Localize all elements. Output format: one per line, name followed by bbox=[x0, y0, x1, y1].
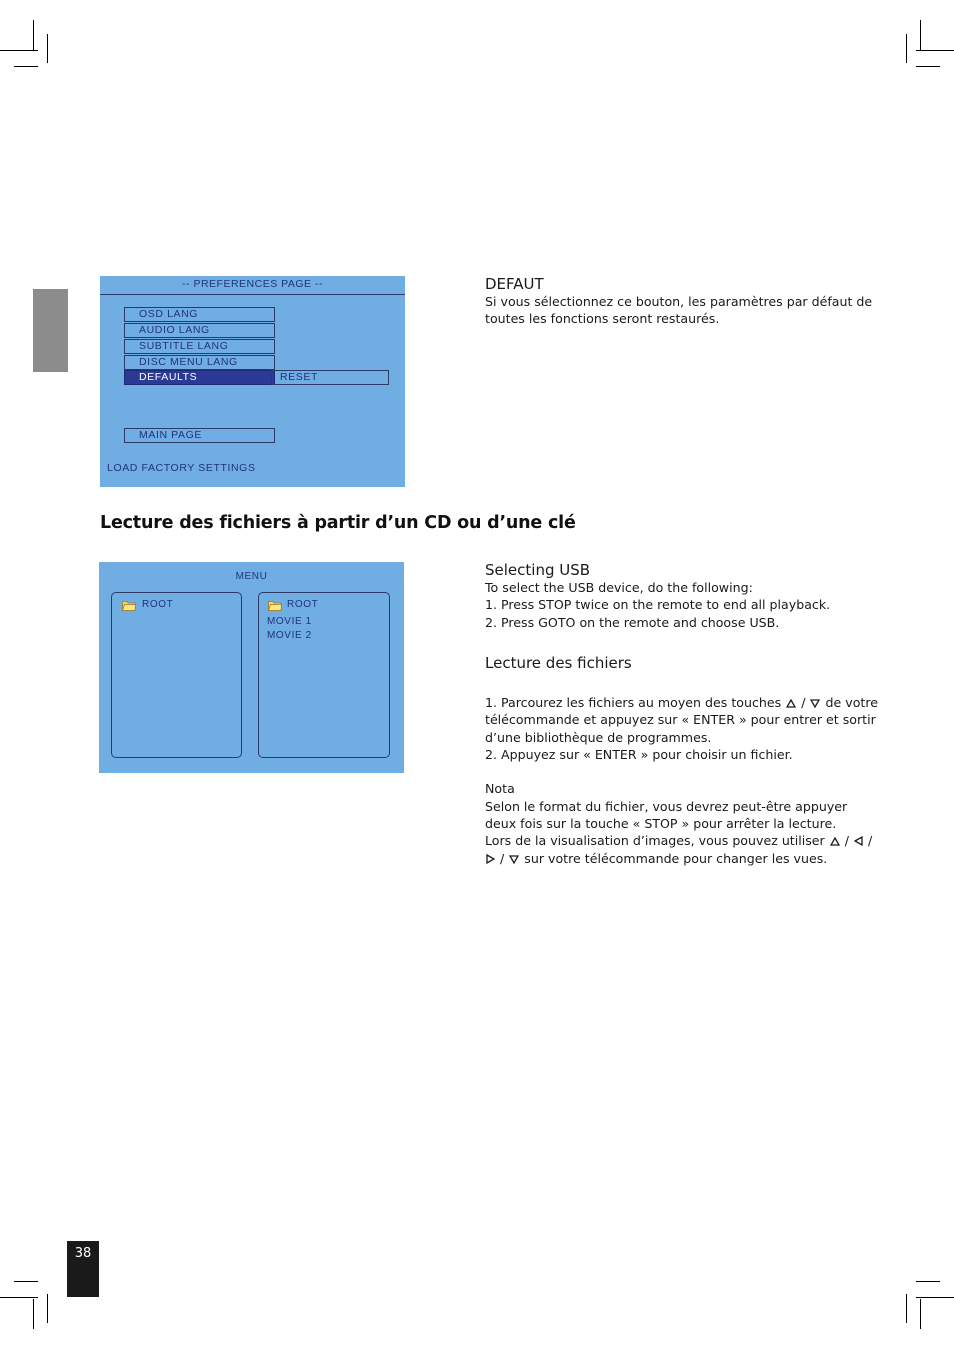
folder-panel-right[interactable] bbox=[258, 592, 390, 758]
nota-line-3 bbox=[485, 832, 905, 849]
usb-line: 1. Press STOP twice on the remote to end all playback. bbox=[485, 597, 831, 613]
nota-heading: Nota bbox=[485, 781, 515, 797]
defaut-line: toutes les fonctions seront restaurés. bbox=[485, 311, 720, 327]
lecture-step1-line bbox=[485, 694, 905, 711]
menu-item-audio-lang[interactable]: AUDIO LANG bbox=[124, 323, 275, 338]
crop-mark bbox=[0, 50, 38, 51]
defaut-line: Si vous sélectionnez ce bouton, les paramètres par défaut de bbox=[485, 294, 873, 309]
defaut-heading: DEFAUT bbox=[485, 275, 544, 293]
crop-mark bbox=[33, 1299, 34, 1329]
usb-line: To select the USB device, do the following: bbox=[485, 580, 753, 595]
menu-item-osd-lang[interactable]: OSD LANG bbox=[124, 307, 275, 322]
nota-line-4 bbox=[485, 850, 905, 867]
crop-mark bbox=[916, 1297, 954, 1298]
step1-text: 1. Parcourez les fichiers au moyen des touches bbox=[485, 695, 782, 710]
preferences-screen bbox=[100, 276, 405, 487]
folder-icon bbox=[268, 600, 282, 611]
language-side-tab bbox=[33, 289, 68, 372]
down-arrow-icon bbox=[810, 699, 820, 708]
menu-item-defaults[interactable]: DEFAULTS bbox=[124, 370, 275, 385]
separator: / bbox=[844, 833, 849, 849]
menu-item-disc-menu-lang[interactable]: DISC MENU LANG bbox=[124, 355, 275, 370]
crop-mark bbox=[920, 20, 921, 50]
crop-mark bbox=[14, 1281, 38, 1282]
separator: / bbox=[500, 850, 505, 866]
folder-panel-left[interactable] bbox=[111, 592, 242, 758]
crop-mark bbox=[906, 34, 907, 63]
crop-mark bbox=[0, 1297, 38, 1298]
usb-line: 2. Press GOTO on the remote and choose USB. bbox=[485, 614, 780, 630]
separator: / bbox=[801, 695, 806, 710]
crop-mark bbox=[920, 1299, 921, 1329]
root-folder-label[interactable]: ROOT bbox=[142, 599, 174, 610]
up-arrow-icon bbox=[786, 699, 796, 708]
nota-text: sur votre télécommande pour changer les vues. bbox=[524, 850, 828, 866]
file-item-movie-2[interactable]: MOVIE 2 bbox=[267, 630, 312, 641]
folder-icon bbox=[122, 600, 136, 611]
defaut-description bbox=[485, 293, 885, 328]
lecture-line: 2. Appuyez sur « ENTER » pour choisir un fichier. bbox=[485, 746, 793, 762]
down-arrow-icon bbox=[509, 855, 519, 864]
selecting-usb-steps bbox=[485, 579, 905, 631]
up-arrow-icon bbox=[830, 837, 840, 846]
crop-mark bbox=[916, 1281, 940, 1282]
left-arrow-icon bbox=[854, 836, 863, 846]
file-item-movie-1[interactable]: MOVIE 1 bbox=[267, 616, 312, 627]
menu-title: MENU bbox=[235, 571, 268, 582]
preferences-footer: LOAD FACTORY SETTINGS bbox=[107, 462, 256, 474]
lecture-line: d’une bibliothèque de programmes. bbox=[485, 729, 712, 745]
section-title: Lecture des fichiers à partir d’un CD ou d’une clé bbox=[100, 513, 576, 533]
crop-mark bbox=[14, 66, 38, 67]
crop-mark bbox=[33, 20, 34, 50]
crop-mark bbox=[906, 1294, 907, 1323]
file-menu-screen bbox=[99, 562, 404, 773]
lecture-steps bbox=[485, 694, 905, 867]
nota-line: Selon le format du fichier, vous devrez peut-être appuyer bbox=[485, 798, 848, 814]
crop-mark bbox=[916, 50, 954, 51]
selecting-usb-heading: Selecting USB bbox=[485, 561, 591, 579]
nota-line: deux fois sur la touche « STOP » pour arrêter la lecture. bbox=[485, 816, 837, 832]
right-arrow-icon bbox=[486, 854, 495, 864]
step1-text: de votre bbox=[825, 695, 878, 710]
main-page-button[interactable]: MAIN PAGE bbox=[124, 428, 275, 443]
page-number: 38 bbox=[67, 1241, 99, 1297]
crop-mark bbox=[47, 1294, 48, 1323]
preferences-title: -- PREFERENCES PAGE -- bbox=[100, 276, 405, 295]
root-folder-label[interactable]: ROOT bbox=[287, 599, 319, 610]
lecture-line: télécommande et appuyez sur « ENTER » pour entrer et sortir bbox=[485, 712, 876, 728]
lecture-heading: Lecture des fichiers bbox=[485, 654, 632, 672]
separator: / bbox=[868, 833, 873, 849]
menu-item-subtitle-lang[interactable]: SUBTITLE LANG bbox=[124, 339, 275, 354]
nota-text: Lors de la visualisation d’images, vous pouvez utiliser bbox=[485, 833, 825, 849]
crop-mark bbox=[47, 34, 48, 63]
crop-mark bbox=[916, 66, 940, 67]
reset-option[interactable]: RESET bbox=[271, 370, 389, 385]
